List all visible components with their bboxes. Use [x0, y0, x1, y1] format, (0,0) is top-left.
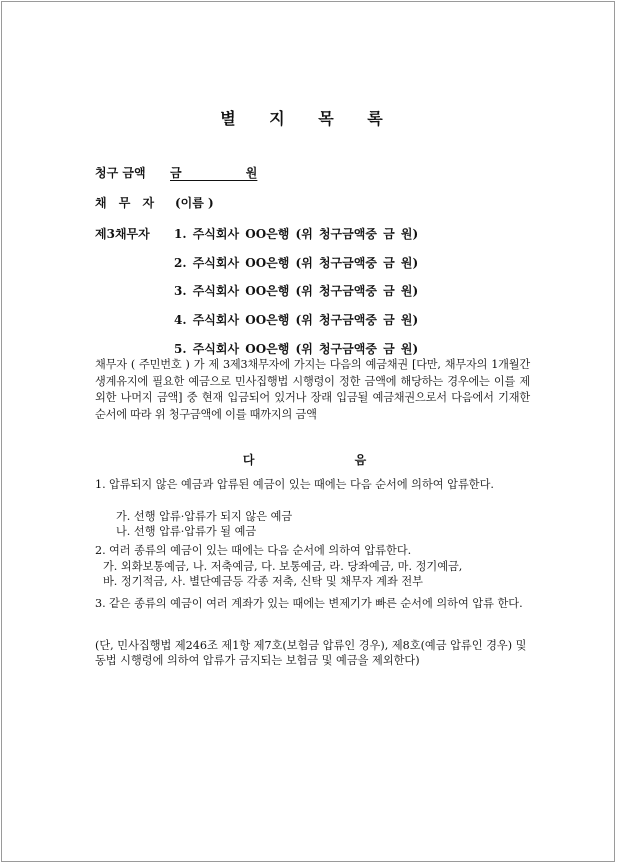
- sub-item: 가. 선행 압류·압류가 되지 않은 예금: [116, 510, 293, 523]
- list-item-text: 여러 종류의 예금이 있는 때에는 다음 순서에 의하여 압류한다.: [109, 544, 412, 557]
- sub-item: 바. 정기적금, 사. 별단예금등 각종 저축, 신탁 및 채무자 계좌 전부: [103, 575, 423, 588]
- list-item-number: 3.: [95, 597, 106, 610]
- third-debtor-entry: 5. 주식회사 OO은행 (위 청구금액중 금 원): [174, 342, 419, 356]
- third-debtor-entry: 3. 주식회사 OO은행 (위 청구금액중 금 원): [174, 284, 419, 298]
- list-item-number: 2.: [95, 544, 106, 557]
- list-item: [95, 543, 525, 558]
- third-debtor-entry: 2. 주식회사 OO은행 (위 청구금액중 금 원): [174, 256, 419, 270]
- page-border: [1, 1, 615, 862]
- list-item-text: 같은 종류의 예금이 여러 계좌가 있는 때에는 변제기가 빠른 순서에 의하여 압류 한다.: [109, 597, 523, 610]
- list-item: [95, 596, 525, 611]
- third-debtor-entry: 1. 주식회사 OO은행 (위 청구금액중 금 원): [174, 227, 419, 241]
- document-title: 별 지 목 록: [220, 109, 397, 128]
- list-item: [95, 477, 525, 492]
- third-debtor-label: 제3채무자: [95, 227, 150, 241]
- claim-amount-value: 금 원: [170, 166, 258, 180]
- sub-item: 나. 선행 압류·압류가 될 예금: [116, 525, 257, 538]
- claim-amount-label: 청구 금액: [95, 166, 146, 180]
- debtor-name: (이름 ): [175, 196, 214, 210]
- exclusion-note: (단, 민사집행법 제246조 제1항 제7호(보험금 압류인 경우), 제8호(예금 압류인 경우) 및 동법 시행령에 의하여 압류가 금지되는 보험금 및 예금을 제외한다): [95, 639, 527, 668]
- list-item-number: 1.: [95, 478, 106, 491]
- list-item-text: 압류되지 않은 예금과 압류된 예금이 있는 때에는 다음 순서에 의하여 압류한다.: [109, 478, 494, 491]
- debtor-label: 채 무 자: [95, 196, 159, 210]
- section-heading: 다 음: [242, 453, 415, 467]
- sub-item: 가. 외화보통예금, 나. 저축예금, 다. 보통예금, 라. 당좌예금, 마. 정기예금,: [103, 560, 463, 573]
- third-debtor-entry: 4. 주식회사 OO은행 (위 청구금액중 금 원): [174, 313, 419, 327]
- seizure-description: 채무자 ( 주민번호 ) 가 제 3제3채무자에 가지는 다음의 예금채권 [다만, 채무자의 1개월간 생계유지에 필요한 예금으로 민사집행법 시행령이 정한 금액에 해당하는 경우에는 이를 제외한 나머지 금액] 중 현재 입금되어 있거나 장래 입금될 예금채권으로서 다음에서 기재한 순서에 따라 위 청구금액에 이를 때까지의 금액: [95, 358, 530, 421]
